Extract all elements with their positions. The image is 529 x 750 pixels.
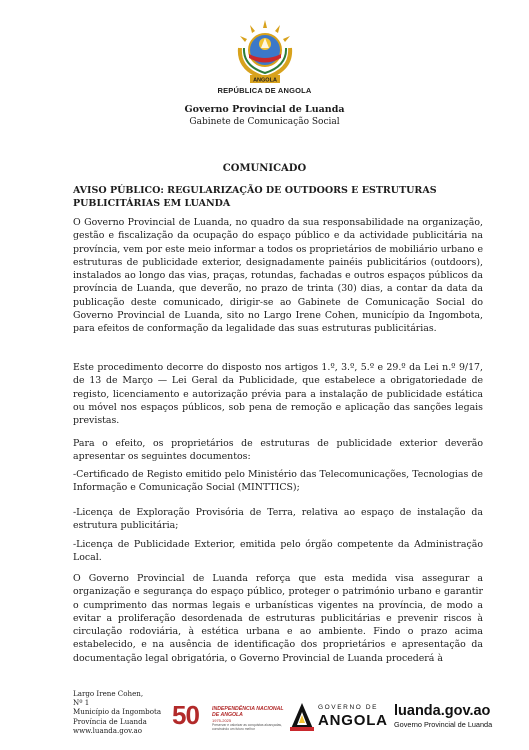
paragraph-intro: O Governo Provincial de Luanda, no quadro da sua responsabilidade na organização, gestão e fiscalização da ocupação do espaço público e da actividade publicitária na província, vem por este meio informar a todos os proprietários de mobiliário urbano e estruturas de publicidade exterior, designadamente painéis publicitários (outdoors), instalados ao longo das vias, praças, rotundas, fachadas e outros espaços públicos da província de Luanda, que deverão, no prazo de trinta (30) dias, a contar da data da publicação deste comunicado, dirigir-se ao Gabinete de Comunicação Social do Governo Provincial de Luanda, sito no Largo Irene Cohen, município da Ingombota, para efeitos de conformação da legalidade das suas estruturas publicitárias. — [73, 217, 483, 335]
address-line: Município da Ingombota — [73, 707, 162, 717]
paragraph-legal-basis: Este procedimento decorre do disposto nos artigos 1.º, 3.º, 5.º e 29.º da Lei n.º 9/17, de 13 de Março — Lei Geral da Publicidade, que estabelece a obrigatoriedade de registo, licenciamento e autorização prévia para a instalação de publicidade estática ou móvel nos espaços públicos, sob pena de remoção e aplicação das sanções legais previstas. — [73, 362, 483, 427]
governo-de-angola-logo — [290, 703, 390, 735]
paragraph-measure-purpose: O Governo Provincial de Luanda reforça que esta medida visa assegurar a organização e segurança do espaço público, proteger o património urbano e garantir o cumprimento das normas legais e urbanísticas vigentes na província, de modo a evitar a proliferação desordenada de estruturas publicitárias e prevenir riscos à circulação rodoviária, à estética urbana e ao ambiente. Findo o prazo acima estabelecido, e na ausência de identificação dos proprietários e apresentação da documentação legal obrigatória, o Governo Provincial de Luanda procederá à — [73, 573, 483, 664]
document-item-advertising-license: -Licença de Publicidade Exterior, emitida pelo órgão competente da Administração Local. — [73, 539, 483, 564]
republic-title: REPÚBLICA DE ANGOLA — [217, 86, 312, 95]
address-line: Nº 1 — [73, 698, 90, 708]
angola-text: ANGOLA — [318, 712, 388, 729]
anniversary-number: 50 — [172, 700, 199, 730]
address-line: Província de Luanda — [73, 716, 147, 726]
anniversary-years: 1975-2025 — [212, 718, 232, 723]
document-item-certificate: -Certificado de Registo emitido pelo Ministério das Telecomunicações, Tecnologias de Informação e Comunicação Social (MINTTICS); — [73, 469, 483, 494]
governo-de-text: GOVERNO DE — [318, 704, 379, 711]
emblem-banner-text: ANGOLA — [253, 77, 277, 84]
anniversary-text — [212, 706, 284, 731]
anniversary-title: INDEPENDÊNCIA NACIONAL DE ANGOLA — [212, 706, 284, 718]
footer-address — [73, 689, 163, 735]
cabinet-name: Gabinete de Comunicação Social — [189, 117, 340, 127]
angola-coat-of-arms-icon — [228, 18, 302, 86]
website-block — [394, 703, 504, 729]
anniversary-tagline: Preservar e valorizar as conquistas alcançadas, construindo um futuro melhor — [212, 723, 283, 731]
address-website[interactable]: www.luanda.gov.ao — [73, 725, 143, 735]
government-name: Governo Provincial de Luanda — [184, 104, 345, 115]
paragraph-documents-intro: Para o efeito, os proprietários de estruturas de publicidade exterior deverão apresentar os seguintes documentos: — [73, 438, 483, 463]
document-label: COMUNICADO — [222, 163, 307, 174]
notice-headline: AVISO PÚBLICO: REGULARIZAÇÃO DE OUTDOORS E ESTRUTURAS PUBLICITÁRIAS EM LUANDA — [73, 185, 437, 209]
document-item-land-license: -Licença de Exploração Provisória de Terra, relativa ao espaço de instalação da estrutura publicitária; — [73, 507, 483, 532]
website-subtitle: Governo Provincial de Luanda — [394, 720, 493, 729]
angola-mark-icon — [290, 703, 314, 731]
address-line: Largo Irene Cohen, — [73, 689, 144, 698]
website-url[interactable]: luanda.gov.ao — [394, 703, 491, 719]
independence-50-logo — [172, 702, 282, 734]
